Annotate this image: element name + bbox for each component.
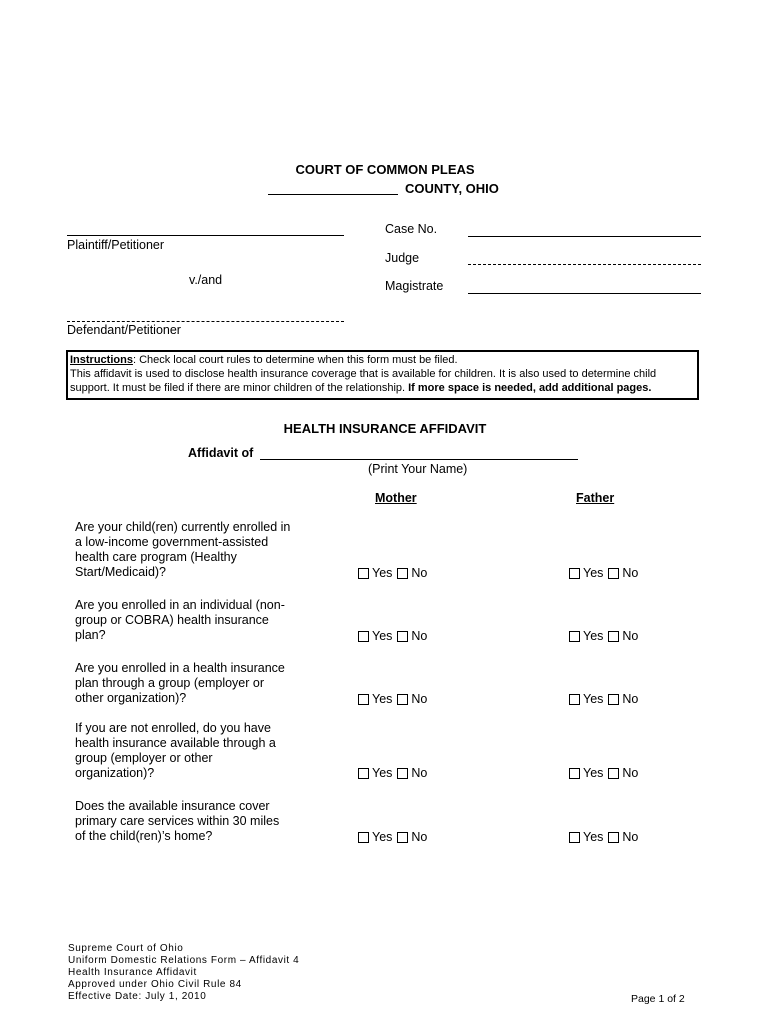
question-5: Does the available insurance cover primary care services within 30 miles of the child(ren)’s home? <box>75 799 280 843</box>
question-1: Are your child(ren) currently enrolled in a low-income government-assisted health care program (Healthy Start/Medicaid)? <box>75 520 291 579</box>
question-4: If you are not enrolled, do you have health insurance available through a group (employer or other organization)? <box>75 721 276 780</box>
form-footer <box>68 943 299 1003</box>
q5-mother-yes-checkbox[interactable] <box>358 832 369 843</box>
q2-mother-options: Yes No <box>358 629 429 643</box>
magistrate-label: Magistrate <box>385 279 444 293</box>
q1-father-yes-checkbox[interactable] <box>569 568 580 579</box>
affiant-name-field[interactable] <box>260 459 578 460</box>
q2-father-yes-checkbox[interactable] <box>569 631 580 642</box>
footer-line5: Effective Date: July 1, 2010 <box>68 991 207 1002</box>
versus-label: v./and <box>189 273 223 287</box>
defendant-name-field[interactable] <box>67 321 344 322</box>
q2-father-no-checkbox[interactable] <box>608 631 619 642</box>
question-3: Are you enrolled in a health insurance plan through a group (employer or other organization)? <box>75 661 285 705</box>
q5-father-options: Yes No <box>569 830 640 844</box>
q1-mother-yes-checkbox[interactable] <box>358 568 369 579</box>
county-label: COUNTY, OHIO <box>405 181 499 196</box>
q4-father-options: Yes No <box>569 766 640 780</box>
page-number: Page 1 of 2 <box>631 993 685 1005</box>
q3-mother-yes-checkbox[interactable] <box>358 694 369 705</box>
affidavit-title: HEALTH INSURANCE AFFIDAVIT <box>283 421 487 436</box>
instructions-line3: support. It must be filed if there are minor children of the relationship. <box>70 382 409 394</box>
county-name-field[interactable] <box>268 194 398 195</box>
judge-label: Judge <box>385 251 420 265</box>
q5-father-yes-checkbox[interactable] <box>569 832 580 843</box>
q4-mother-yes-checkbox[interactable] <box>358 768 369 779</box>
print-name-label: (Print Your Name) <box>368 462 468 476</box>
q4-father-yes-checkbox[interactable] <box>569 768 580 779</box>
question-2: Are you enrolled in an individual (non- group or COBRA) health insurance plan? <box>75 598 285 642</box>
q1-mother-options: Yes No <box>358 566 429 580</box>
footer-line1: Supreme Court of Ohio <box>68 943 184 954</box>
q4-father-no-checkbox[interactable] <box>608 768 619 779</box>
affidavit-of-label: Affidavit of <box>188 446 254 460</box>
q3-mother-options: Yes No <box>358 692 429 706</box>
plaintiff-label: Plaintiff/Petitioner <box>67 238 165 252</box>
q3-father-options: Yes No <box>569 692 640 706</box>
instructions-box <box>66 350 699 400</box>
q4-mother-no-checkbox[interactable] <box>397 768 408 779</box>
q2-father-options: Yes No <box>569 629 640 643</box>
q1-father-no-checkbox[interactable] <box>608 568 619 579</box>
plaintiff-name-field[interactable] <box>67 235 344 236</box>
q5-father-no-checkbox[interactable] <box>608 832 619 843</box>
instructions-line3-bold: If more space is needed, add additional pages. <box>408 382 652 394</box>
q2-mother-yes-checkbox[interactable] <box>358 631 369 642</box>
footer-line4: Approved under Ohio Civil Rule 84 <box>68 979 242 990</box>
magistrate-field[interactable] <box>468 293 701 294</box>
q5-mother-no-checkbox[interactable] <box>397 832 408 843</box>
court-title: COURT OF COMMON PLEAS <box>295 162 475 177</box>
q1-father-options: Yes No <box>569 566 640 580</box>
judge-field[interactable] <box>468 264 701 265</box>
instructions-line1: : Check local court rules to determine when this form must be filed. <box>132 354 458 366</box>
q4-mother-options: Yes No <box>358 766 429 780</box>
instructions-line2: This affidavit is used to disclose health insurance coverage that is available for children. It is also used to determine child <box>70 368 657 380</box>
q5-mother-options: Yes No <box>358 830 429 844</box>
q3-mother-no-checkbox[interactable] <box>397 694 408 705</box>
q3-father-yes-checkbox[interactable] <box>569 694 580 705</box>
mother-column-header: Mother <box>375 491 417 505</box>
footer-line2: Uniform Domestic Relations Form – Affidavit 4 <box>68 955 300 966</box>
q3-father-no-checkbox[interactable] <box>608 694 619 705</box>
case-no-label: Case No. <box>385 222 438 236</box>
q1-mother-no-checkbox[interactable] <box>397 568 408 579</box>
instructions-heading: Instructions <box>70 354 133 366</box>
case-no-field[interactable] <box>468 236 701 237</box>
q2-mother-no-checkbox[interactable] <box>397 631 408 642</box>
defendant-label: Defendant/Petitioner <box>67 323 181 337</box>
father-column-header: Father <box>576 491 615 505</box>
footer-line3: Health Insurance Affidavit <box>68 967 197 978</box>
